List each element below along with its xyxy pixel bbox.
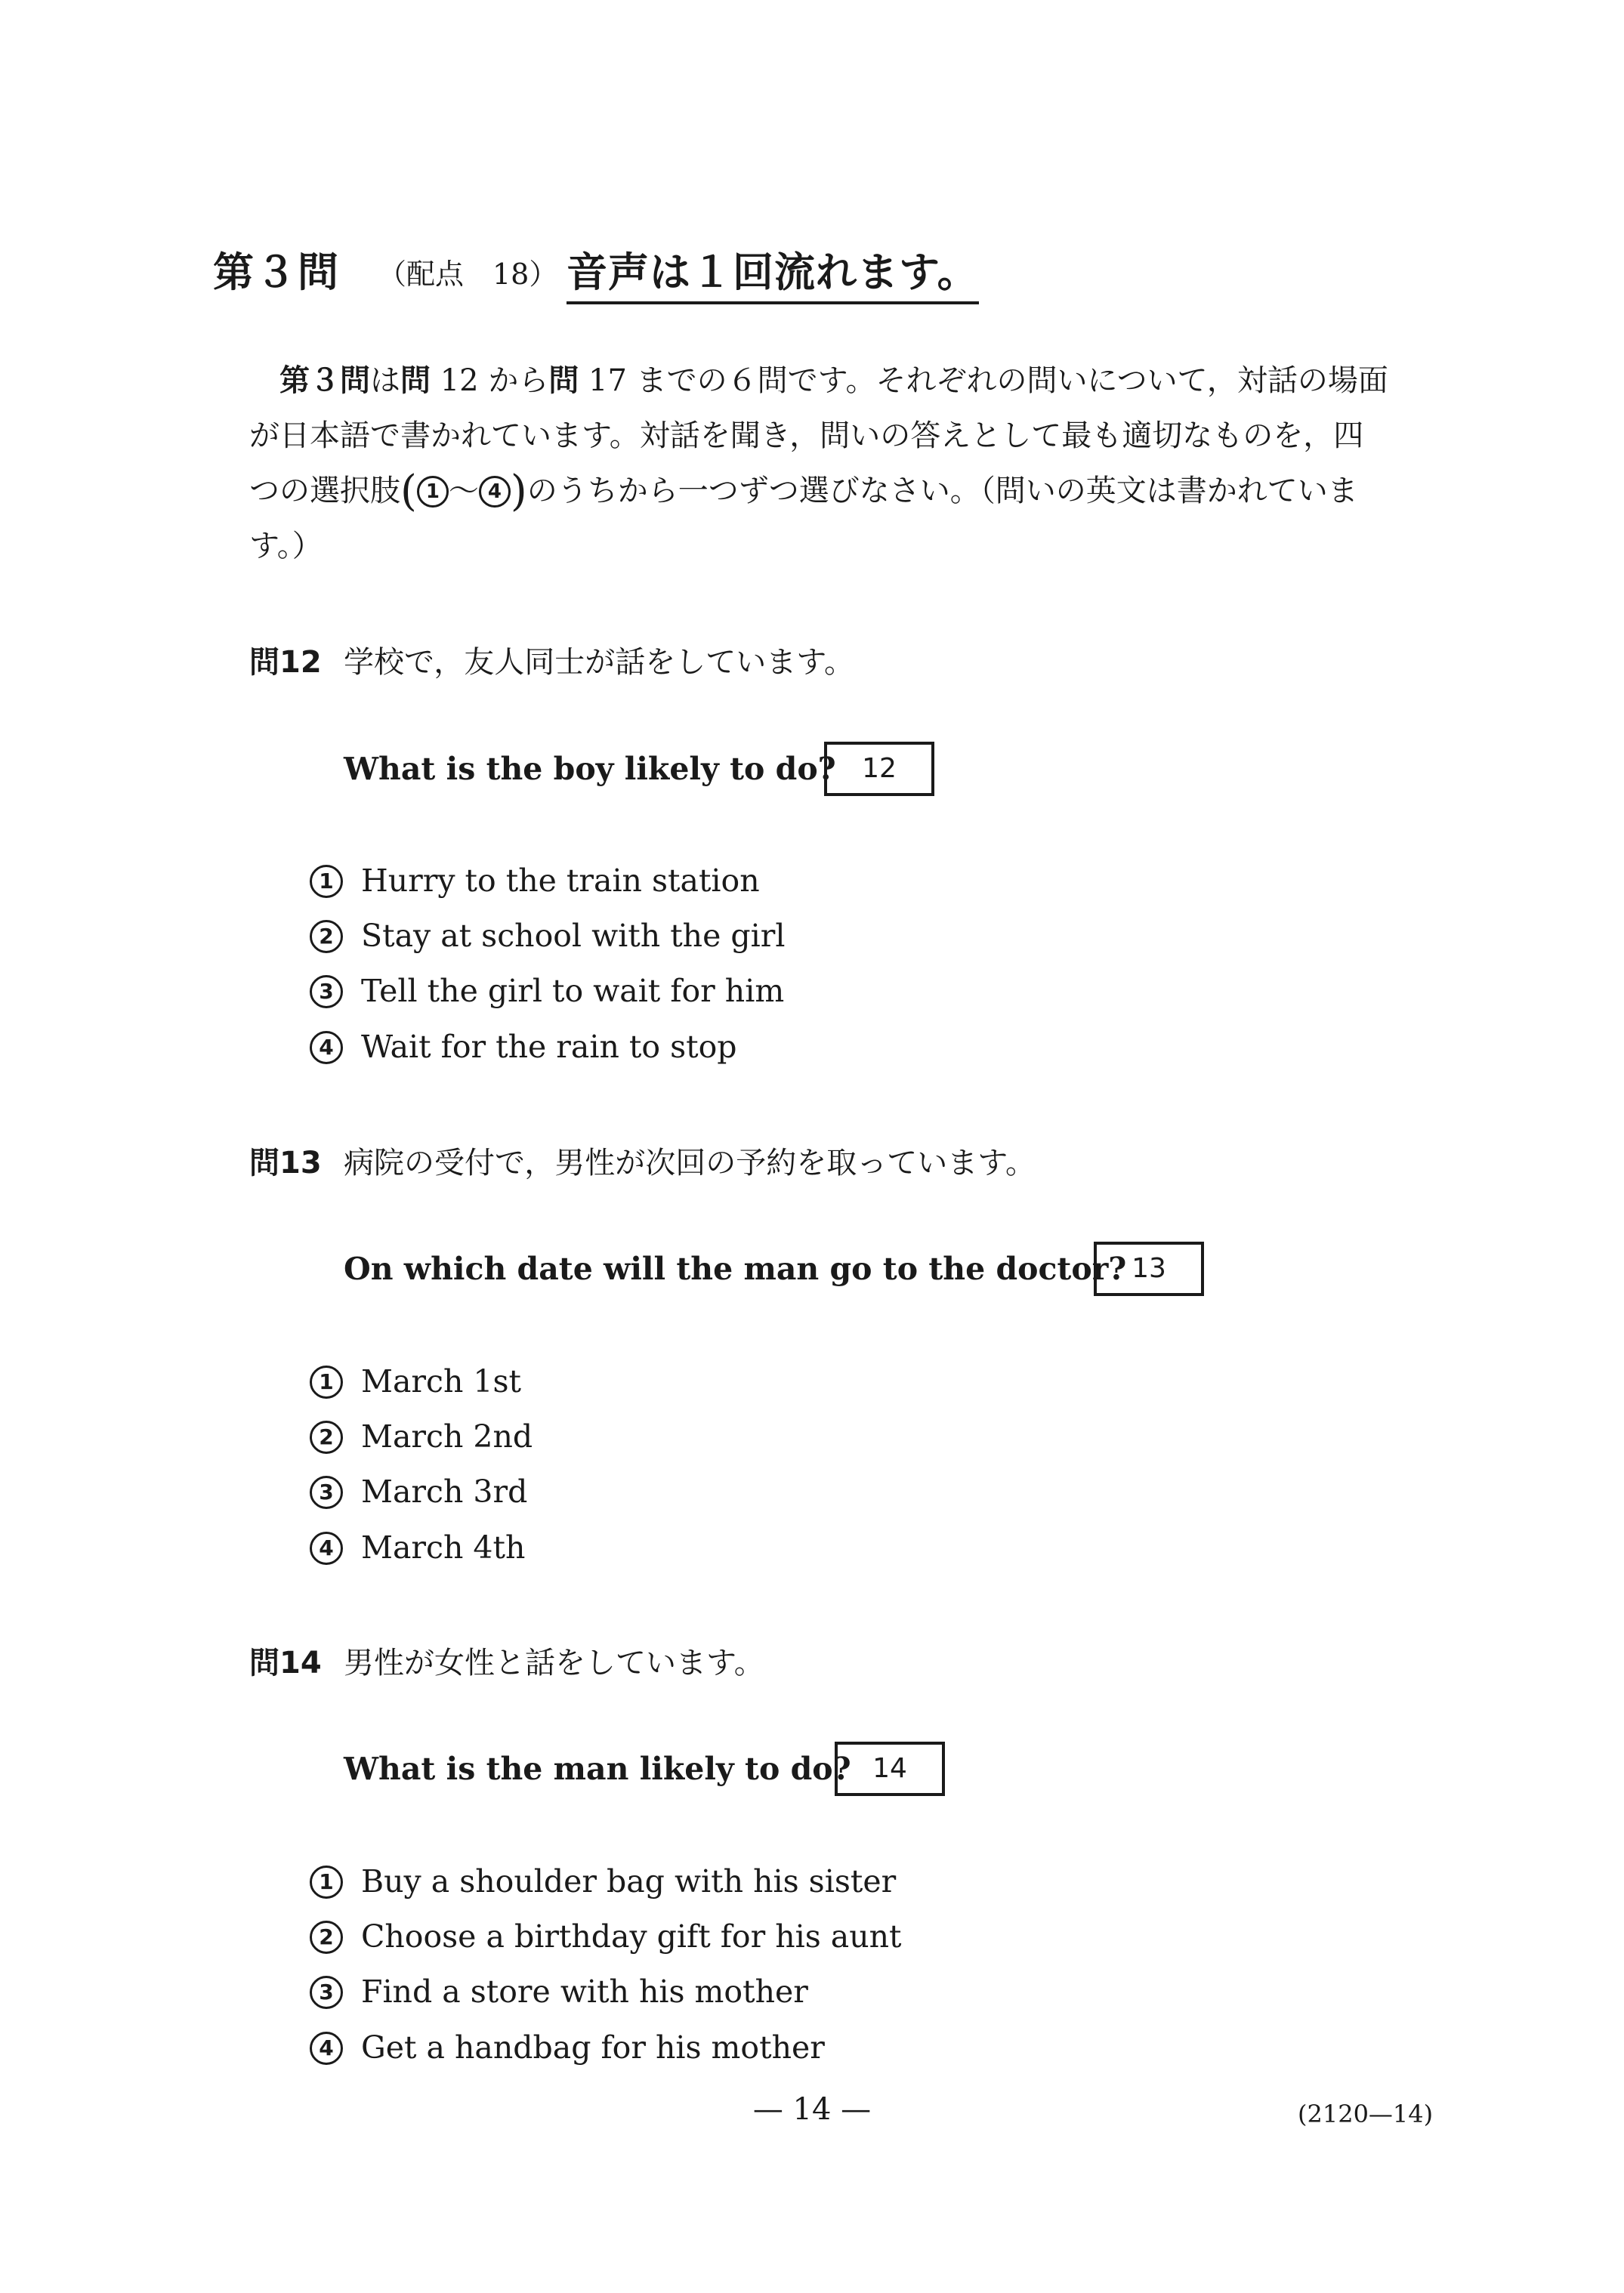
- page-code: (2120—14): [1298, 2100, 1434, 2128]
- page-number: — 14 —: [752, 2092, 872, 2127]
- instr-q-ref: 問: [400, 363, 431, 398]
- instructions-line-3: [249, 464, 1428, 519]
- range-open: (: [400, 467, 417, 516]
- option-text: March 3rd: [361, 1474, 528, 1510]
- circled-number: 4: [310, 2032, 343, 2065]
- section-title: 第３問: [213, 248, 340, 296]
- question-label: 問13: [249, 1146, 322, 1180]
- circled-number: 2: [310, 1921, 343, 1954]
- circled-number: 1: [310, 865, 343, 898]
- option-text: Find a store with his mother: [361, 1974, 808, 2010]
- option-item: [310, 918, 785, 954]
- answer-box: 12: [824, 742, 934, 796]
- option-item: [310, 863, 760, 899]
- instr-section-ref: 第３問: [279, 363, 370, 398]
- circled-number: 4: [310, 1031, 343, 1064]
- option-text: Hurry to the train station: [361, 863, 760, 899]
- circled-number: 3: [310, 1976, 343, 2009]
- section-note: 音声は１回流れます。: [567, 240, 979, 304]
- option-item: [310, 1529, 525, 1566]
- answer-box: 14: [835, 1742, 945, 1796]
- range-tilde: ～: [448, 474, 479, 508]
- option-text: Choose a birthday gift for his aunt: [361, 1918, 902, 1955]
- question-text: What is the man likely to do?: [344, 1751, 851, 1787]
- option-item: [310, 1029, 737, 1065]
- option-item: [310, 2029, 825, 2066]
- instructions: [249, 353, 1428, 574]
- instr-text: は: [370, 363, 400, 398]
- circled-number: 1: [310, 1366, 343, 1399]
- instr-q-ref: 問: [548, 363, 579, 398]
- option-text: Stay at school with the girl: [361, 918, 786, 954]
- instructions-line-1: [249, 353, 1428, 409]
- option-text: Wait for the rain to stop: [361, 1029, 737, 1065]
- circled-number: 3: [310, 975, 343, 1008]
- option-item: [310, 973, 784, 1009]
- circled-number: 4: [479, 476, 511, 508]
- circled-number: 2: [310, 920, 343, 953]
- answer-box: 13: [1094, 1242, 1204, 1296]
- option-item: [310, 1418, 533, 1455]
- option-text: Buy a shoulder bag with his sister: [361, 1863, 897, 1900]
- option-text: March 4th: [361, 1529, 526, 1566]
- option-text: Get a handbag for his mother: [361, 2029, 825, 2066]
- instructions-line-2: が日本語で書かれています。対話を聞き，問いの答えとして最も適切なものを，四: [249, 418, 1364, 453]
- option-text: March 2nd: [361, 1418, 533, 1455]
- instr-text: 17 までの６問です。それぞれの問いについて，対話の場面: [579, 363, 1388, 398]
- option-item: [310, 1918, 902, 1955]
- instr-text: のうちから一つずつ選びなさい。（問いの英文は書かれていま: [526, 474, 1358, 508]
- question-text: On which date will the man go to the doctor?: [344, 1251, 1127, 1287]
- question-scene: 病院の受付で，男性が次回の予約を取っています。: [344, 1146, 1036, 1180]
- instr-text: つの選択肢: [249, 474, 400, 508]
- option-item: [310, 1474, 527, 1510]
- option-item: [310, 1363, 521, 1400]
- option-item: [310, 1863, 896, 1900]
- question-scene: 学校で，友人同士が話をしています。: [344, 645, 854, 680]
- question-label: 問14: [249, 1646, 322, 1680]
- question-text: What is the boy likely to do?: [344, 751, 836, 787]
- instr-text: 12 から: [431, 363, 549, 398]
- question-scene: 男性が女性と話をしています。: [344, 1646, 764, 1680]
- circled-number: 2: [310, 1421, 343, 1454]
- option-text: Tell the girl to wait for him: [361, 973, 785, 1009]
- option-item: [310, 1974, 808, 2010]
- circled-number: 4: [310, 1532, 343, 1565]
- section-points: （配点 18）: [378, 258, 558, 291]
- circled-number: 3: [310, 1476, 343, 1509]
- circled-number: 1: [417, 476, 449, 508]
- question-label: 問12: [249, 645, 322, 680]
- instructions-line-4: す。）: [249, 529, 323, 563]
- circled-number: 1: [310, 1866, 343, 1899]
- range-close: ): [510, 467, 527, 516]
- option-text: March 1st: [361, 1363, 522, 1400]
